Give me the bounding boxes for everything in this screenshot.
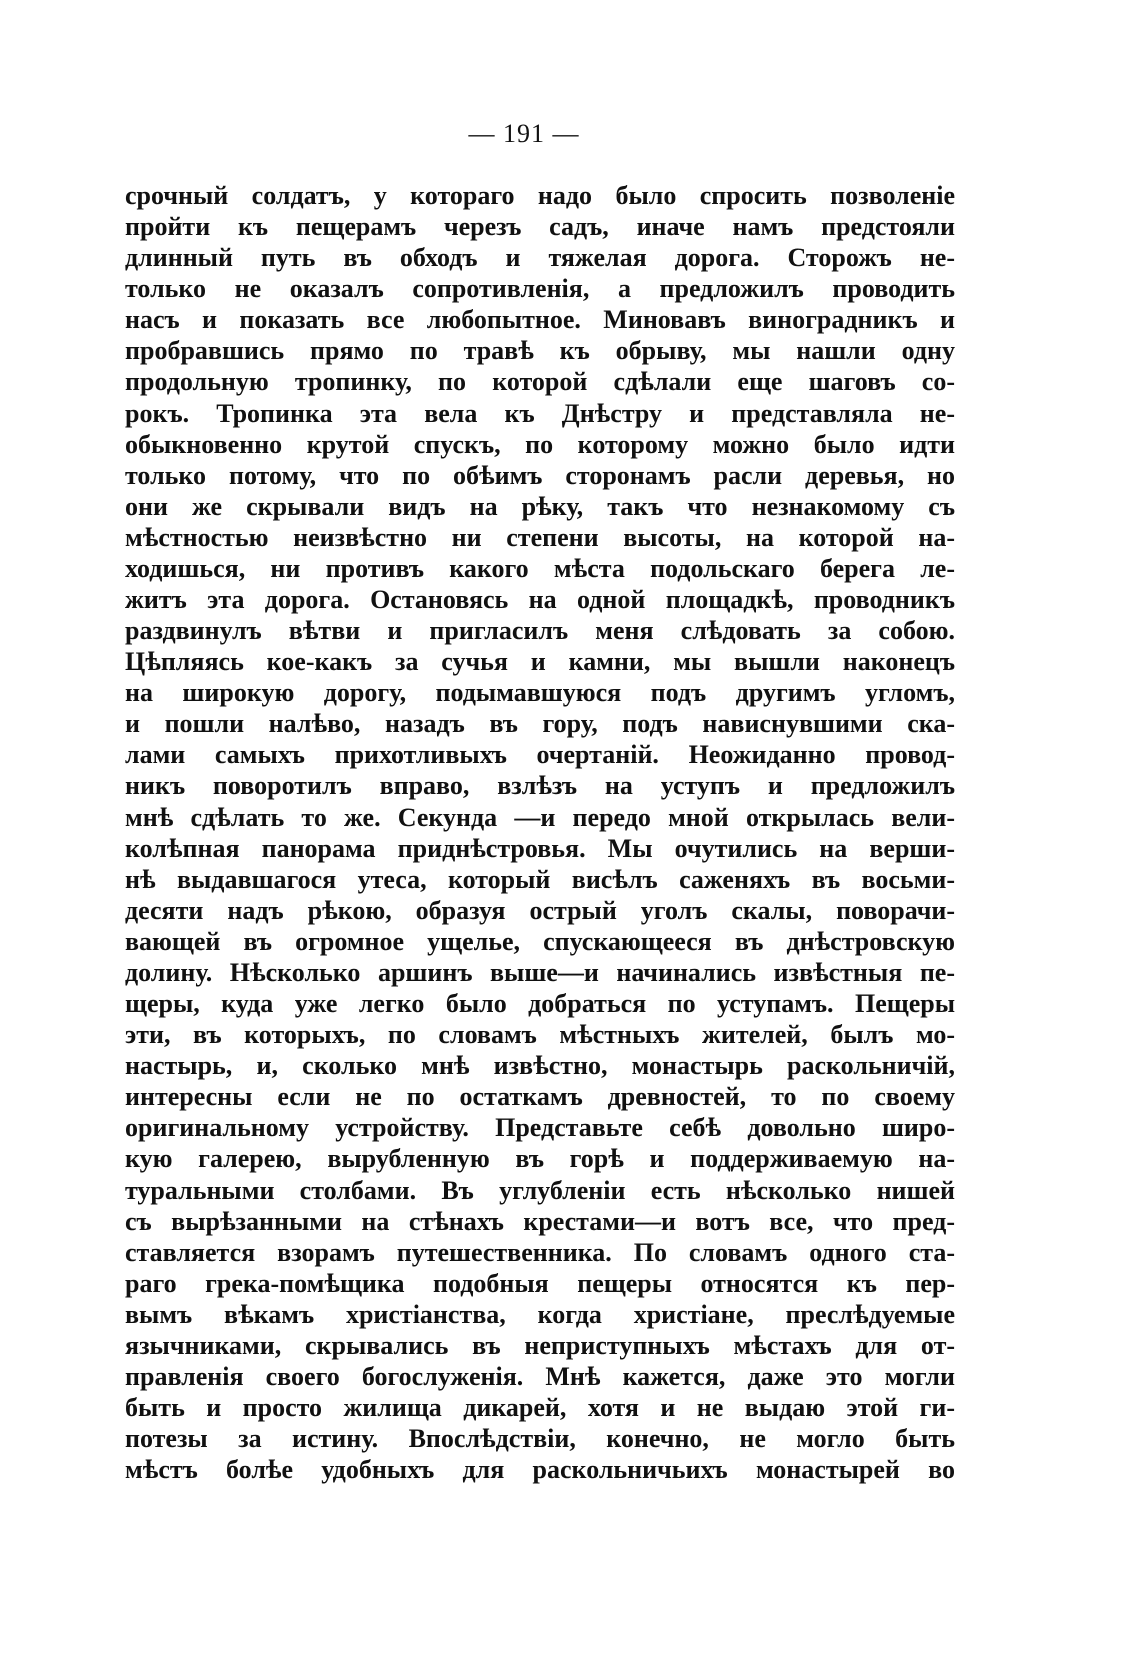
text-line: настырь, и, сколько мнѣ извѣстно, монастырь раскольничій, bbox=[125, 1051, 955, 1081]
text-line: вающей въ огромное ущелье, спускающееся въ днѣстровскую bbox=[125, 926, 955, 956]
page-number: — 191 — bbox=[468, 119, 580, 148]
text-line: нѣ выдавшагося утеса, который висѣлъ саженяхъ въ восьми- bbox=[125, 864, 955, 894]
text-line: мѣстъ болѣе удобныхъ для раскольничьихъ монастырей во bbox=[125, 1455, 955, 1485]
text-line: срочный солдатъ, у котораго надо было спросить позволеніе bbox=[125, 181, 955, 210]
text-line: съ вырѣзанными на стѣнахъ крестами—и вотъ все, что пред- bbox=[125, 1206, 955, 1236]
text-line: раго грека-помѣщика подобныя пещеры относятся къ пер- bbox=[125, 1268, 955, 1298]
text-line: мѣстностью неизвѣстно ни степени высоты, на которой на- bbox=[125, 522, 955, 552]
text-line: обыкновенно крутой спускъ, по которому можно было идти bbox=[125, 429, 955, 459]
text-line: житъ эта дорога. Остановясь на одной площадкѣ, проводникъ bbox=[125, 585, 955, 615]
page-body bbox=[125, 180, 955, 1485]
text-line: только потому, что по обѣимъ сторонамъ расли деревья, но bbox=[125, 460, 955, 490]
text-line: длинный путь въ обходъ и тяжелая дорога. Сторожъ не- bbox=[125, 243, 955, 273]
text-line: пробравшись прямо по травѣ къ обрыву, мы нашли одну bbox=[125, 336, 955, 366]
text-line: долину. Нѣсколько аршинъ выше—и начинались извѣстныя пе- bbox=[125, 957, 955, 987]
text-line: только не оказалъ сопротивленія, а предложилъ проводить bbox=[125, 274, 955, 304]
text-line: на широкую дорогу, подымавшуюся подъ другимъ угломъ, bbox=[125, 678, 955, 708]
text-line: Цѣпляясь кое-какъ за сучья и камни, мы вышли наконецъ bbox=[125, 647, 955, 677]
text-line: продольную тропинку, по которой сдѣлали еще шаговъ со- bbox=[125, 367, 955, 397]
text-line: пройти къ пещерамъ черезъ садъ, иначе намъ предстояли bbox=[125, 212, 955, 242]
text-line: мнѣ сдѣлать то же. Секунда —и передо мной открылась вели- bbox=[125, 802, 955, 832]
text-line: эти, въ которыхъ, по словамъ мѣстныхъ жителей, былъ мо- bbox=[125, 1020, 955, 1050]
text-line: кую галерею, вырубленную въ горѣ и поддерживаемую на- bbox=[125, 1144, 955, 1174]
text-line: и пошли налѣво, назадъ въ гору, подъ нависнувшими ска- bbox=[125, 709, 955, 739]
text-line: вымъ вѣкамъ христіанства, когда христіане, преслѣдуемые bbox=[125, 1299, 955, 1329]
text-line: туральными столбами. Въ углубленіи есть нѣсколько нишей bbox=[125, 1175, 955, 1205]
text-line: щеры, куда уже легко было добраться по уступамъ. Пещеры bbox=[125, 989, 955, 1019]
text-line: ставляется взорамъ путешественника. По словамъ одного ста- bbox=[125, 1237, 955, 1267]
text-line: оригинальному устройству. Представьте себѣ довольно широ- bbox=[125, 1113, 955, 1143]
text-line: они же скрывали видъ на рѣку, такъ что незнакомому съ bbox=[125, 491, 955, 521]
text-line: рокъ. Тропинка эта вела къ Днѣстру и представляла не- bbox=[125, 398, 955, 428]
text-line: раздвинулъ вѣтви и пригласилъ меня слѣдовать за собою. bbox=[125, 616, 955, 646]
text-line: интересны если не по остаткамъ древностей, то по своему bbox=[125, 1082, 955, 1112]
text-line: правленія своего богослуженія. Мнѣ кажется, даже это могли bbox=[125, 1361, 955, 1391]
text-line: язычниками, скрывались въ неприступныхъ мѣстахъ для от- bbox=[125, 1330, 955, 1360]
text-line: колѣпная панорама приднѣстровья. Мы очутились на верши- bbox=[125, 833, 955, 863]
text-line: быть и просто жилища дикарей, хотя и не выдаю этой ги- bbox=[125, 1393, 955, 1423]
text-line: ходишься, ни противъ какого мѣста подольскаго берега ле- bbox=[125, 553, 955, 583]
text-line: десяти надъ рѣкою, образуя острый уголъ скалы, поворачи- bbox=[125, 895, 955, 925]
text-line: насъ и показать все любопытное. Миновавъ виноградникъ и bbox=[125, 305, 955, 335]
text-line: потезы за истину. Впослѣдствіи, конечно, не могло быть bbox=[125, 1424, 955, 1454]
text-line: лами самыхъ прихотливыхъ очертаній. Неожиданно провод- bbox=[125, 740, 955, 770]
text-line: никъ поворотилъ вправо, взлѣзъ на уступъ и предложилъ bbox=[125, 771, 955, 801]
